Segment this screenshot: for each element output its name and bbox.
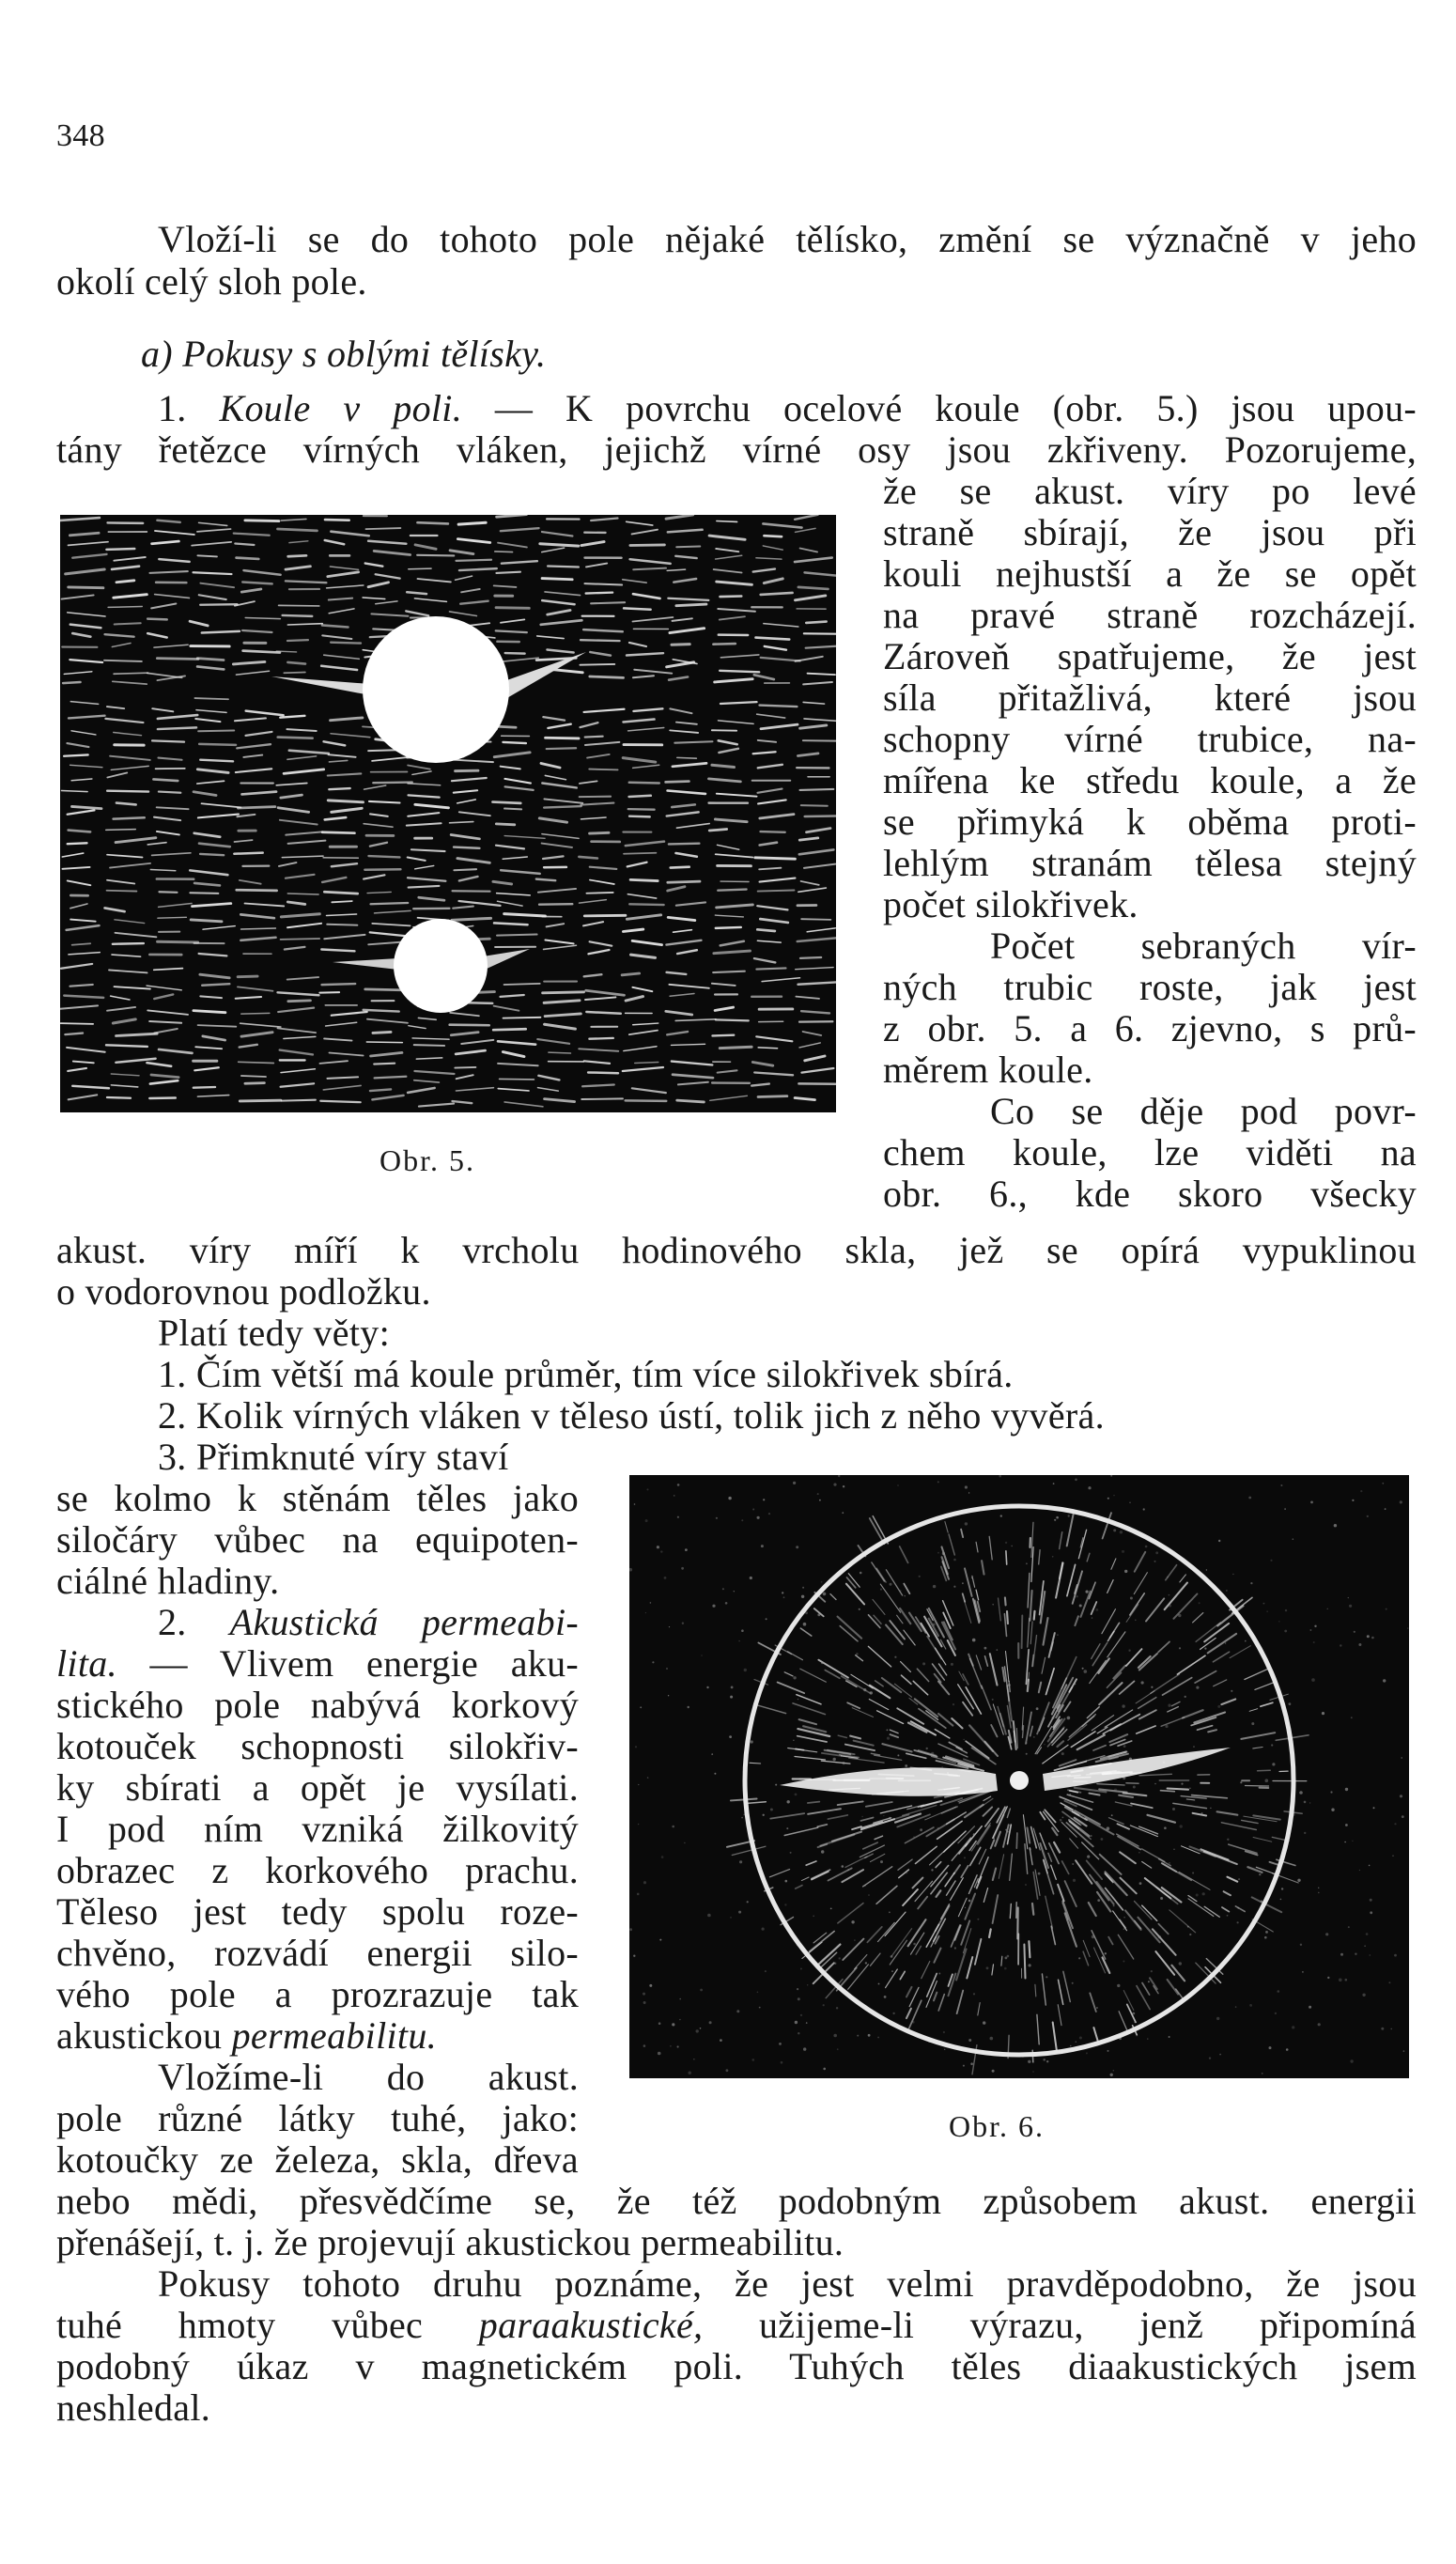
left-beam (780, 1767, 998, 1796)
right-column-line: ných trubic roste, jak jest (883, 966, 1417, 1008)
text-line: kotouček schopnosti silokřiv- (56, 1725, 579, 1767)
item-1-line (158, 387, 1417, 430)
page-number: 348 (56, 118, 105, 153)
term-permeabilitu: permeabilitu. (231, 2014, 437, 2057)
theorem-1: 1. Čím větší má koule průměr, tím více silokřivek sbírá. (158, 1353, 1014, 1395)
right-column-line: měrem koule. (883, 1049, 1093, 1091)
right-beam (1043, 1748, 1231, 1791)
right-column-line: síla přitažlivá, které jsou (883, 676, 1417, 719)
text-line: kotoučky ze železa, skla, dřeva (56, 2138, 579, 2181)
right-column-line: z obr. 5. a 6. zjevno, s prů- (883, 1007, 1417, 1049)
text-line: přenášejí, t. j. že projevují akustickou permeabilitu. (56, 2221, 844, 2263)
text-line (56, 1642, 579, 1686)
figure-5-caption: Obr. 5. (379, 1143, 475, 1177)
text-line: okolí celý sloh pole. (56, 260, 367, 303)
item-title: Koule v poli. (219, 387, 462, 429)
text-line (56, 2304, 1417, 2347)
right-column-line: že se akust. víry po levé (883, 470, 1417, 512)
small-sphere (394, 919, 488, 1013)
theorem-2: 2. Kolik vírných vláken v těleso ústí, tolik jich z něho vyvěrá. (158, 1394, 1105, 1437)
text-line: ciálné hladiny. (56, 1560, 280, 1602)
subsection-title: Akustická permeabi- (229, 1601, 579, 1643)
text-line: podobný úkaz v magnetickém poli. Tuhých těles diaakustických jsem (56, 2345, 1417, 2387)
spike (333, 958, 398, 970)
text-line (56, 2014, 437, 2058)
text-line: tány řetězce vírných vláken, jejichž vírné osy jsou zkřiveny. Pozorujeme, (56, 428, 1417, 471)
text-span: tuhé hmoty vůbec (56, 2304, 424, 2346)
text-line: Platí tedy věty: (158, 1312, 390, 1354)
subsection-number: 2. (158, 1601, 187, 1643)
right-column-line: na pravé straně rozcházejí. (883, 594, 1417, 636)
center-spot (1010, 1771, 1029, 1790)
right-column-line: straně sbírají, že jsou při (883, 511, 1417, 553)
spike (271, 676, 370, 695)
text-line: vého pole a prozrazuje tak (56, 1973, 579, 2015)
item-text: — K povrchu ocelové koule (obr. 5.) jsou upou- (494, 387, 1417, 429)
text-line: Těleso jest tedy spolu roze- (56, 1890, 579, 1933)
text-line: chvěno, rozvádí energii silo- (56, 1932, 579, 1974)
right-column-line: se přimyká k oběma proti- (883, 800, 1417, 843)
large-sphere (363, 616, 509, 763)
text-line: akust. víry míří k vrcholu hodinového skla, jež se opírá vypuklinou (56, 1229, 1417, 1271)
text-line: Pokusy tohoto druhu poznáme, že jest velmi pravděpodobno, že jsou (158, 2262, 1417, 2305)
subsection-title-cont: lita. (56, 1642, 117, 1685)
text-line: se kolmo k stěnám těles jako (56, 1477, 579, 1519)
theorem-3: 3. Přimknuté víry staví (158, 1436, 509, 1478)
text-line: o vodorovnou podložku. (56, 1270, 431, 1313)
right-column-line: Co se děje pod povr- (990, 1090, 1417, 1132)
section-title: Pokusy s oblými tělísky. (182, 333, 547, 375)
text-span: akustickou (56, 2014, 223, 2057)
right-column-line: Zároveň spatřujeme, že jest (883, 635, 1417, 677)
text-line: stického pole nabývá korkový (56, 1684, 579, 1726)
figure-5-image (60, 515, 836, 1112)
text-span: užijeme-li výrazu, jenž připomíná (759, 2304, 1417, 2346)
spike (483, 949, 530, 970)
text-line: ky sbírati a opět je vysílati. (56, 1766, 579, 1809)
text-span: — Vlivem energie aku- (149, 1642, 579, 1685)
figure-5-svg (60, 515, 836, 1112)
text-line: Vložíme-li do akust. (158, 2056, 579, 2098)
right-column-line: mířena ke středu koule, a že (883, 759, 1417, 801)
text-line: nebo mědi, přesvědčíme se, že též podobným způsobem akust. energii (56, 2180, 1417, 2222)
section-label: a) (141, 333, 173, 375)
right-column-line: kouli nejhustší a že se opět (883, 552, 1417, 595)
text-line: Vloží-li se do tohoto pole nějaké tělísko, změní se význačně v jeho (158, 218, 1417, 260)
right-column-line: počet silokřivek. (883, 883, 1138, 925)
right-column-line: chem koule, lze viděti na (883, 1131, 1417, 1173)
right-column-line: schopny vírné trubice, na- (883, 718, 1417, 760)
right-column-line: lehlým stranám tělesa stejný (883, 842, 1417, 884)
right-column-line: Počet sebraných vír- (990, 925, 1417, 967)
field-lines (60, 515, 836, 1107)
subsection-2-heading (158, 1601, 579, 1644)
item-number: 1. (158, 387, 187, 429)
text-line: I pod ním vzniká žilkovitý (56, 1808, 579, 1850)
figure-6-image (629, 1475, 1409, 2078)
term-paraakusticke: paraakustické, (478, 2304, 704, 2346)
text-line: pole různé látky tuhé, jako: (56, 2097, 579, 2139)
text-line: neshledal. (56, 2386, 211, 2429)
text-line: obrazec z korkového prachu. (56, 1849, 579, 1891)
right-column-line: obr. 6., kde skoro všecky (883, 1173, 1417, 1215)
figure-6-svg (629, 1475, 1409, 2078)
figure-6-caption: Obr. 6. (949, 2109, 1045, 2143)
section-heading-a (141, 333, 546, 376)
text-line: siločáry vůbec na equipoten- (56, 1518, 579, 1561)
